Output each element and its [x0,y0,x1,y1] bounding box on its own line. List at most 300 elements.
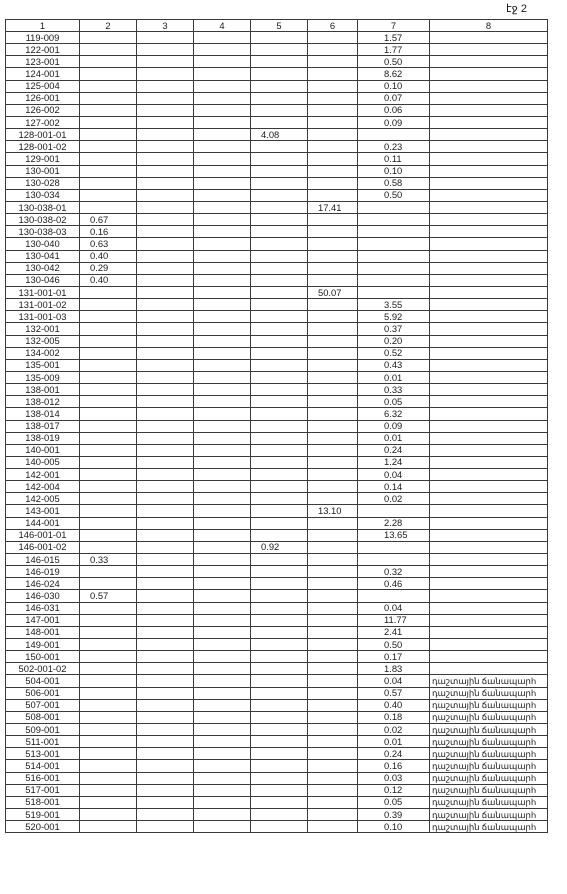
col5-value-cell [251,529,308,541]
table-row [6,92,548,104]
col5-value-cell [251,675,308,687]
col2-value-cell [80,408,137,420]
plot-code-cell: 150-001 [6,651,80,663]
col2-value-cell [80,736,137,748]
plot-code-cell: 124-001 [6,68,80,80]
col4-value-cell [194,420,251,432]
land-type-cell [430,408,548,420]
col2-value-cell [80,359,137,371]
plot-code-cell: 144-001 [6,517,80,529]
col3-value-cell [137,541,194,553]
col3-value-cell [137,396,194,408]
area-value-cell: 0.50 [358,639,430,651]
area-value-cell [358,274,430,286]
col6-value-cell [308,541,358,553]
table-row [6,104,548,116]
col6-value-cell [308,80,358,92]
col2-value-cell [80,347,137,359]
col5-value-cell [251,614,308,626]
col4-value-cell [194,493,251,505]
col3-value-cell [137,772,194,784]
column-header-8: 8 [430,20,548,32]
table-row [6,578,548,590]
col5-value-cell [251,578,308,590]
col5-value-cell [251,299,308,311]
header-row [6,20,548,32]
col2-value-cell [80,493,137,505]
col2-value-cell [80,396,137,408]
col6-value-cell [308,456,358,468]
plot-code-cell: 147-001 [6,614,80,626]
col5-value-cell [251,590,308,602]
col5-value-cell [251,432,308,444]
col2-value-cell [80,335,137,347]
table-row [6,614,548,626]
col3-value-cell [137,335,194,347]
area-value-cell: 0.07 [358,92,430,104]
col4-value-cell [194,614,251,626]
plot-code-cell: 130-038-01 [6,201,80,213]
col6-value-cell [308,590,358,602]
table-row [6,335,548,347]
col5-value-cell [251,214,308,226]
col6-value-cell [308,614,358,626]
col5-value-cell [251,651,308,663]
col4-value-cell [194,639,251,651]
col4-value-cell [194,335,251,347]
col4-value-cell [194,444,251,456]
col3-value-cell [137,347,194,359]
col6-value-cell [308,56,358,68]
col2-value-cell [80,760,137,772]
col2-value-cell [80,80,137,92]
table-row [6,760,548,772]
col5-value-cell [251,165,308,177]
col4-value-cell [194,821,251,833]
col2-value-cell [80,68,137,80]
area-value-cell: 0.20 [358,335,430,347]
col3-value-cell [137,432,194,444]
col3-value-cell [137,359,194,371]
area-value-cell: 0.11 [358,153,430,165]
area-value-cell [358,286,430,298]
plot-code-cell: 140-005 [6,456,80,468]
col4-value-cell [194,748,251,760]
col2-value-cell [80,116,137,128]
area-value-cell: 1.83 [358,663,430,675]
col6-value-cell: 17.41 [308,201,358,213]
area-value-cell [358,554,430,566]
table-row [6,238,548,250]
col5-value-cell [251,663,308,675]
table-row [6,675,548,687]
col6-value-cell [308,262,358,274]
table-row [6,493,548,505]
table-row [6,687,548,699]
col3-value-cell [137,687,194,699]
col3-value-cell [137,408,194,420]
plot-code-cell: 130-038-03 [6,226,80,238]
col6-value-cell [308,748,358,760]
col3-value-cell [137,116,194,128]
col5-value-cell [251,821,308,833]
col2-value-cell [80,165,137,177]
table-row [6,517,548,529]
col4-value-cell [194,590,251,602]
plot-code-cell: 131-001-03 [6,311,80,323]
col6-value-cell [308,347,358,359]
table-row [6,141,548,153]
col2-value-cell [80,687,137,699]
column-header-2: 2 [80,20,137,32]
land-plot-table [5,19,548,833]
col3-value-cell [137,821,194,833]
col4-value-cell [194,311,251,323]
plot-code-cell: 146-001-01 [6,529,80,541]
area-value-cell: 0.50 [358,189,430,201]
col4-value-cell [194,554,251,566]
land-type-cell: դաշտային ճանապարհ [430,748,548,760]
plot-code-cell: 509-001 [6,724,80,736]
land-type-cell [430,359,548,371]
col5-value-cell [251,687,308,699]
table-row [6,323,548,335]
table-row [6,384,548,396]
area-value-cell: 0.32 [358,566,430,578]
col6-value-cell [308,359,358,371]
col5-value-cell [251,505,308,517]
col4-value-cell [194,687,251,699]
plot-code-cell: 123-001 [6,56,80,68]
col2-value-cell: 0.29 [80,262,137,274]
col3-value-cell [137,444,194,456]
col6-value-cell [308,809,358,821]
col4-value-cell [194,226,251,238]
col3-value-cell [137,311,194,323]
col4-value-cell [194,359,251,371]
area-value-cell [358,238,430,250]
area-value-cell: 0.17 [358,651,430,663]
col2-value-cell [80,772,137,784]
plot-code-cell: 134-002 [6,347,80,359]
table-row [6,736,548,748]
col5-value-cell [251,384,308,396]
col6-value-cell [308,626,358,638]
col6-value-cell [308,299,358,311]
land-type-cell [430,554,548,566]
col5-value-cell [251,444,308,456]
land-type-cell [430,456,548,468]
area-value-cell: 3.55 [358,299,430,311]
land-type-cell [430,177,548,189]
table-row [6,505,548,517]
plot-code-cell: 513-001 [6,748,80,760]
col2-value-cell [80,286,137,298]
land-type-cell [430,347,548,359]
col5-value-cell [251,238,308,250]
land-type-cell [430,226,548,238]
col6-value-cell [308,104,358,116]
plot-code-cell: 517-001 [6,784,80,796]
table-row [6,299,548,311]
col5-value-cell [251,639,308,651]
plot-code-cell: 127-002 [6,116,80,128]
col3-value-cell [137,590,194,602]
column-header-7: 7 [358,20,430,32]
col4-value-cell [194,92,251,104]
col5-value-cell [251,274,308,286]
land-type-cell [430,165,548,177]
table-row [6,286,548,298]
col4-value-cell [194,675,251,687]
col3-value-cell [137,651,194,663]
col5-value-cell [251,371,308,383]
land-type-cell: դաշտային ճանապարհ [430,784,548,796]
plot-code-cell: 130-001 [6,165,80,177]
land-type-cell: դաշտային ճանապարհ [430,821,548,833]
plot-code-cell: 130-028 [6,177,80,189]
col3-value-cell [137,517,194,529]
area-value-cell [358,541,430,553]
plot-code-cell: 128-001-02 [6,141,80,153]
col3-value-cell [137,153,194,165]
table-row [6,396,548,408]
plot-code-cell: 504-001 [6,675,80,687]
table-row [6,554,548,566]
area-value-cell: 0.02 [358,493,430,505]
col2-value-cell: 0.63 [80,238,137,250]
land-type-cell [430,481,548,493]
col3-value-cell [137,44,194,56]
col3-value-cell [137,784,194,796]
land-type-cell [430,626,548,638]
land-type-cell [430,590,548,602]
area-value-cell: 0.04 [358,675,430,687]
table-row [6,80,548,92]
plot-code-cell: 514-001 [6,760,80,772]
col3-value-cell [137,384,194,396]
col3-value-cell [137,371,194,383]
col6-value-cell [308,639,358,651]
col5-value-cell [251,80,308,92]
col4-value-cell [194,772,251,784]
col4-value-cell [194,578,251,590]
plot-code-cell: 507-001 [6,699,80,711]
col6-value-cell [308,711,358,723]
col6-value-cell [308,214,358,226]
plot-code-cell: 135-009 [6,371,80,383]
land-type-cell [430,384,548,396]
col4-value-cell [194,286,251,298]
col3-value-cell [137,92,194,104]
table-row [6,772,548,784]
col3-value-cell [137,323,194,335]
area-value-cell [358,201,430,213]
col6-value-cell [308,44,358,56]
land-type-cell [430,663,548,675]
area-value-cell: 0.06 [358,104,430,116]
area-value-cell: 0.24 [358,444,430,456]
col5-value-cell [251,116,308,128]
col6-value-cell [308,335,358,347]
col6-value-cell [308,760,358,772]
table-row [6,711,548,723]
col4-value-cell [194,116,251,128]
land-type-cell [430,238,548,250]
land-type-cell [430,444,548,456]
area-value-cell: 0.09 [358,420,430,432]
col2-value-cell [80,141,137,153]
area-value-cell [358,590,430,602]
land-type-cell [430,651,548,663]
col5-value-cell [251,189,308,201]
col3-value-cell [137,104,194,116]
area-value-cell: 0.50 [358,56,430,68]
area-value-cell: 0.01 [358,432,430,444]
land-type-cell: դաշտային ճանապարհ [430,711,548,723]
table-row [6,432,548,444]
table-row [6,262,548,274]
land-type-cell [430,420,548,432]
area-value-cell: 5.92 [358,311,430,323]
area-value-cell: 0.03 [358,772,430,784]
area-value-cell [358,250,430,262]
table-body [6,32,548,833]
plot-code-cell: 146-030 [6,590,80,602]
col3-value-cell [137,299,194,311]
col6-value-cell [308,724,358,736]
col2-value-cell [80,639,137,651]
col4-value-cell [194,262,251,274]
area-value-cell: 2.28 [358,517,430,529]
table-row [6,566,548,578]
col4-value-cell [194,371,251,383]
col5-value-cell [251,44,308,56]
plot-code-cell: 130-042 [6,262,80,274]
col2-value-cell: 0.67 [80,214,137,226]
area-value-cell: 1.77 [358,44,430,56]
col2-value-cell [80,529,137,541]
col2-value-cell: 0.33 [80,554,137,566]
col4-value-cell [194,711,251,723]
col4-value-cell [194,153,251,165]
col4-value-cell [194,784,251,796]
col2-value-cell [80,456,137,468]
col5-value-cell [251,335,308,347]
table-row [6,56,548,68]
table-row [6,784,548,796]
area-value-cell: 0.01 [358,736,430,748]
col6-value-cell [308,736,358,748]
land-type-cell [430,116,548,128]
col6-value-cell [308,432,358,444]
plot-code-cell: 131-001-01 [6,286,80,298]
area-value-cell: 0.40 [358,699,430,711]
col3-value-cell [137,724,194,736]
land-type-cell [430,614,548,626]
col2-value-cell [80,517,137,529]
col5-value-cell [251,359,308,371]
col5-value-cell [251,286,308,298]
col5-value-cell: 0.92 [251,541,308,553]
col5-value-cell [251,250,308,262]
table-row [6,529,548,541]
col3-value-cell [137,639,194,651]
plot-code-cell: 142-005 [6,493,80,505]
col3-value-cell [137,736,194,748]
plot-code-cell: 140-001 [6,444,80,456]
plot-code-cell: 125-004 [6,80,80,92]
plot-code-cell: 508-001 [6,711,80,723]
col5-value-cell [251,396,308,408]
plot-code-cell: 146-001-02 [6,541,80,553]
col6-value-cell [308,177,358,189]
col3-value-cell [137,529,194,541]
plot-code-cell: 149-001 [6,639,80,651]
plot-code-cell: 502-001-02 [6,663,80,675]
land-type-cell [430,566,548,578]
land-type-cell [430,129,548,141]
table-row [6,116,548,128]
col2-value-cell [80,444,137,456]
col3-value-cell [137,226,194,238]
plot-code-cell: 132-001 [6,323,80,335]
table-row [6,274,548,286]
col2-value-cell [80,384,137,396]
land-type-cell [430,602,548,614]
area-value-cell: 0.39 [358,809,430,821]
col6-value-cell [308,554,358,566]
table-row [6,809,548,821]
land-type-cell [430,517,548,529]
land-type-cell [430,250,548,262]
plot-code-cell: 520-001 [6,821,80,833]
land-type-cell [430,323,548,335]
col4-value-cell [194,736,251,748]
land-type-cell [430,505,548,517]
table-row [6,153,548,165]
land-type-cell [430,68,548,80]
table-row [6,226,548,238]
land-type-cell [430,493,548,505]
col6-value-cell [308,384,358,396]
column-header-6: 6 [308,20,358,32]
area-value-cell: 11.77 [358,614,430,626]
col4-value-cell [194,517,251,529]
col2-value-cell [80,92,137,104]
col4-value-cell [194,250,251,262]
table-row [6,748,548,760]
col4-value-cell [194,129,251,141]
col4-value-cell [194,141,251,153]
table-header [6,20,548,32]
plot-code-cell: 130-040 [6,238,80,250]
plot-code-cell: 132-005 [6,335,80,347]
col6-value-cell [308,68,358,80]
col3-value-cell [137,602,194,614]
col5-value-cell [251,784,308,796]
land-type-cell [430,153,548,165]
table-row [6,189,548,201]
col3-value-cell [137,675,194,687]
col6-value-cell [308,578,358,590]
col2-value-cell [80,420,137,432]
col6-value-cell [308,396,358,408]
plot-code-cell: 519-001 [6,809,80,821]
plot-code-cell: 146-024 [6,578,80,590]
col2-value-cell [80,566,137,578]
area-value-cell: 0.04 [358,469,430,481]
